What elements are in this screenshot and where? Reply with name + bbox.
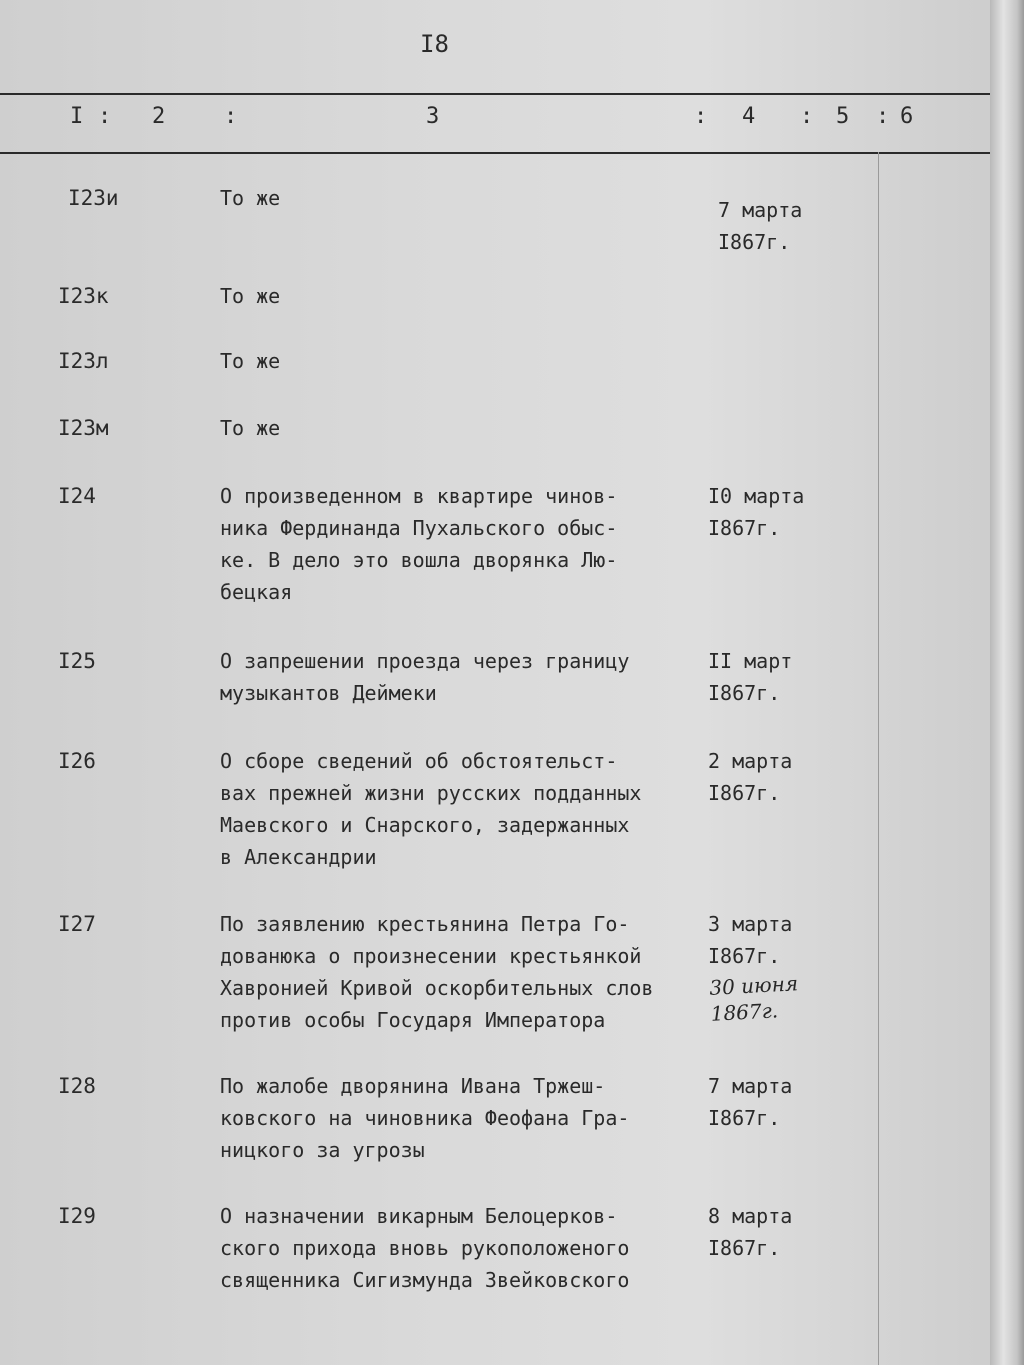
entry-title: То же [220, 349, 281, 373]
entry-number: I23к [58, 284, 109, 308]
entry-number: I24 [58, 484, 96, 508]
page-edge [990, 0, 1024, 1365]
entry-title: То же [220, 416, 281, 440]
page-number: I8 [420, 30, 449, 58]
column-separator: : [876, 104, 890, 129]
column-header-2: 2 [152, 104, 166, 129]
entry-number: I23и [68, 186, 119, 210]
entry-date: I0 марта I867г. [708, 484, 805, 540]
entry-title: О запрешении проезда через границу музыкантов Деймеки [220, 649, 630, 705]
column-header-1: I [70, 104, 84, 129]
entry-number: I26 [58, 749, 96, 773]
column-header-5: 5 [836, 104, 850, 129]
entry-number: I23м [58, 416, 109, 440]
entry-number: I27 [58, 912, 96, 936]
entry-title: То же [220, 186, 281, 210]
entry-date: II март I867г. [708, 649, 793, 705]
header-top-rule [0, 93, 1000, 95]
entry-title: То же [220, 284, 281, 308]
entry-title: О сборе сведений об обстоятельст- вах прежней жизни русских подданных Маевского и Снарского, задержанных в Александрии [220, 749, 642, 869]
entry-title: По заявлению крестьянина Петра Го- дованюка о произнесении крестьянкой Хавронией Кривой оскорбительных слов против особы Государя Императора [220, 912, 654, 1032]
column-header-3: 3 [426, 104, 440, 129]
column-separator: : [224, 104, 238, 129]
header-bottom-rule [0, 152, 1000, 154]
entry-title: О назначении викарным Белоцерков- ского прихода вновь рукоположеного священника Сигизмунда Звейковского [220, 1204, 630, 1292]
entry-title: О произведенном в квартире чинов- ника Фердинанда Пухальского обыс- ке. В дело это вошла дворянка Лю- бецкая [220, 484, 618, 604]
entry-number: I25 [58, 649, 96, 673]
entry-date: 3 марта I867г. [708, 912, 793, 968]
entry-date: 7 марта I867г. [718, 198, 803, 254]
column-divider [878, 152, 879, 1365]
column-separator: : [694, 104, 708, 129]
entry-title: По жалобе дворянина Ивана Тржеш- ковского на чиновника Феофана Гра- ницкого за угрозы [220, 1074, 630, 1162]
entry-number: I23л [58, 349, 109, 373]
column-separator: : [800, 104, 814, 129]
column-separator: : [98, 104, 112, 129]
column-header-6: 6 [900, 104, 914, 129]
handwritten-date-annotation: 30 июня 1867г. [708, 971, 799, 1026]
entry-date: 2 марта I867г. [708, 749, 793, 805]
entry-date: 8 марта I867г. [708, 1204, 793, 1260]
entry-number: I29 [58, 1204, 96, 1228]
entry-date: 7 марта I867г. [708, 1074, 793, 1130]
entry-number: I28 [58, 1074, 96, 1098]
column-header-4: 4 [742, 104, 756, 129]
